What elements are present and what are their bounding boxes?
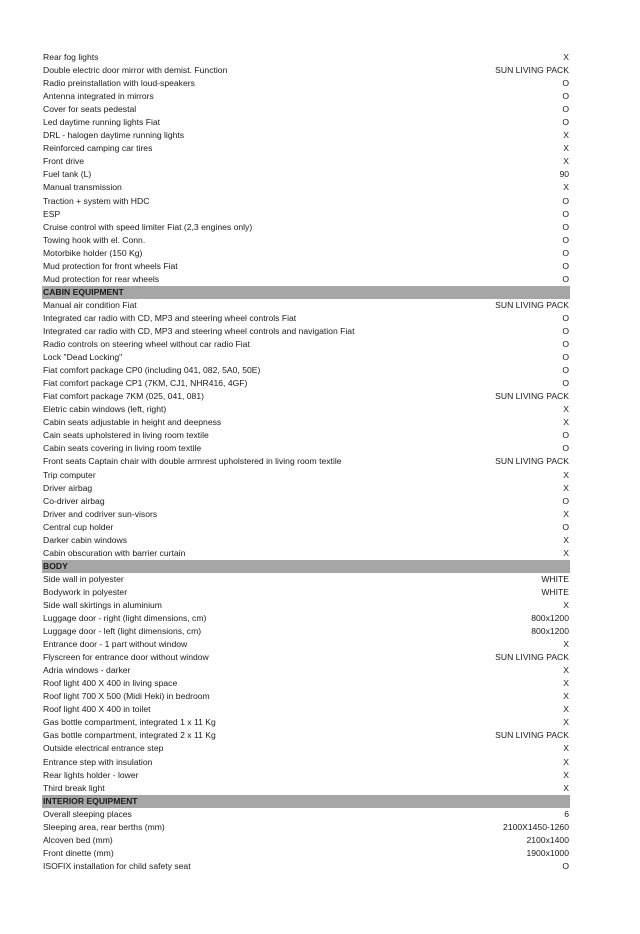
feature-label: Outside electrical entrance step xyxy=(43,743,164,754)
feature-label: Radio preinstallation with loud-speakers xyxy=(43,78,195,89)
table-row xyxy=(42,325,570,338)
feature-label: Lock "Dead Locking" xyxy=(43,352,123,363)
feature-value: X xyxy=(563,469,569,480)
table-row xyxy=(42,664,570,677)
feature-label: Traction + system with HDC xyxy=(43,195,150,206)
feature-label: Cruise control with speed limiter Fiat (2,3 engines only) xyxy=(43,221,253,232)
table-row xyxy=(42,90,570,103)
feature-label: Rear fog lights xyxy=(43,52,99,62)
table-row xyxy=(42,677,570,690)
feature-label: Cover for seats pedestal xyxy=(43,104,137,115)
feature-value: O xyxy=(562,860,569,871)
section-title: CABIN EQUIPMENT xyxy=(43,286,124,297)
feature-label: Bodywork in polyester xyxy=(43,586,128,597)
table-row xyxy=(42,247,570,260)
feature-value: 6 xyxy=(564,808,569,819)
table-row xyxy=(42,821,570,834)
table-row xyxy=(42,351,570,364)
feature-label: Fiat comfort package 7KM (025, 041, 081) xyxy=(43,391,204,402)
feature-label: Luggage door - left (light dimensions, cm) xyxy=(43,626,202,637)
table-row xyxy=(42,103,570,116)
table-row xyxy=(42,521,570,534)
feature-value: SUN LIVING PACK xyxy=(495,299,569,310)
table-row xyxy=(42,716,570,729)
table-row xyxy=(42,651,570,664)
table-row xyxy=(42,181,570,194)
feature-label: Fiat comfort package CP0 (including 041, 082, 5A0, 50E) xyxy=(43,365,261,376)
table-row xyxy=(42,312,570,325)
table-row xyxy=(42,834,570,847)
section-header xyxy=(42,795,570,808)
section-title: INTERIOR EQUIPMENT xyxy=(43,795,138,806)
feature-label: Driver and codriver sun-visors xyxy=(43,508,158,519)
feature-value: O xyxy=(562,273,569,284)
feature-value: O xyxy=(562,521,569,532)
feature-label: Driver airbag xyxy=(43,482,93,493)
table-row xyxy=(42,782,570,795)
equipment-table xyxy=(42,51,570,873)
feature-label: Entrance step with insulation xyxy=(43,756,153,767)
feature-label: Third break light xyxy=(43,782,105,793)
table-row xyxy=(42,612,570,625)
feature-value: SUN LIVING PACK xyxy=(495,456,569,467)
table-row xyxy=(42,260,570,273)
table-row xyxy=(42,129,570,142)
feature-label: Luggage door - right (light dimensions, cm) xyxy=(43,613,207,624)
feature-value: WHITE xyxy=(541,573,569,584)
feature-label: Mud protection for front wheels Fiat xyxy=(43,260,178,271)
feature-label: Cain seats upholstered in living room textile xyxy=(43,430,209,441)
table-row xyxy=(42,403,570,416)
table-row xyxy=(42,547,570,560)
feature-label: Side wall in polyester xyxy=(43,573,124,584)
feature-label: Co-driver airbag xyxy=(43,495,105,506)
table-row xyxy=(42,299,570,312)
table-row xyxy=(42,573,570,586)
table-row xyxy=(42,534,570,547)
feature-value: O xyxy=(562,443,569,454)
feature-value: O xyxy=(562,339,569,350)
feature-label: Entrance door - 1 part without window xyxy=(43,639,188,650)
feature-label: Fiat comfort package CP1 (7KM, CJ1, NHR416, 4GF) xyxy=(43,378,248,389)
table-row xyxy=(42,390,570,403)
feature-value: X xyxy=(563,756,569,767)
feature-value: O xyxy=(562,91,569,102)
feature-value: O xyxy=(562,104,569,115)
table-row xyxy=(42,338,570,351)
feature-value: O xyxy=(562,221,569,232)
feature-label: Front dinette (mm) xyxy=(43,847,114,858)
feature-label: Mud protection for rear wheels xyxy=(43,273,160,284)
feature-label: Cabin seats covering in living room textile xyxy=(43,443,202,454)
feature-label: Eletric cabin windows (left, right) xyxy=(43,404,167,415)
feature-label: Sleeping area, rear berths (mm) xyxy=(43,821,165,832)
feature-label: DRL - halogen daytime running lights xyxy=(43,130,185,141)
feature-label: Side wall skirtings in aluminium xyxy=(43,599,162,610)
feature-value: 2100x1400 xyxy=(526,834,569,845)
feature-label: Central cup holder xyxy=(43,521,114,532)
feature-label: Antenna integrated in mirrors xyxy=(43,91,154,102)
table-row xyxy=(42,429,570,442)
feature-label: Roof light 400 X 400 in living space xyxy=(43,678,178,689)
feature-value: 800x1200 xyxy=(531,613,569,624)
feature-label: Adria windows - darker xyxy=(43,665,131,676)
table-row xyxy=(42,690,570,703)
feature-label: Roof light 400 X 400 in toilet xyxy=(43,704,151,715)
feature-value: SUN LIVING PACK xyxy=(495,730,569,741)
table-row xyxy=(42,195,570,208)
feature-value: O xyxy=(562,378,569,389)
feature-label: Gas bottle compartment, integrated 2 x 11 Kg xyxy=(43,730,216,741)
feature-label: Led daytime running lights Fiat xyxy=(43,117,161,128)
feature-label: Darker cabin windows xyxy=(43,534,128,545)
feature-value: O xyxy=(562,260,569,271)
table-row xyxy=(42,116,570,129)
feature-label: Manual transmission xyxy=(43,182,122,193)
table-row xyxy=(42,508,570,521)
feature-label: Radio controls on steering wheel without car radio Fiat xyxy=(43,339,250,350)
feature-value: O xyxy=(562,117,569,128)
feature-value: X xyxy=(563,508,569,519)
table-row xyxy=(42,168,570,181)
feature-value: O xyxy=(562,208,569,219)
feature-label: Cabin obscuration with barrier curtain xyxy=(43,547,186,558)
table-row xyxy=(42,142,570,155)
table-row xyxy=(42,482,570,495)
feature-value: SUN LIVING PACK xyxy=(495,65,569,76)
feature-value: X xyxy=(563,130,569,141)
table-row xyxy=(42,756,570,769)
feature-label: Towing hook with el. Conn. xyxy=(43,234,146,245)
feature-value: X xyxy=(563,769,569,780)
feature-value: X xyxy=(563,665,569,676)
feature-value: WHITE xyxy=(541,586,569,597)
feature-label: Fuel tank (L) xyxy=(43,169,92,180)
feature-label: Motorbike holder (150 Kg) xyxy=(43,247,143,258)
table-row xyxy=(42,599,570,612)
table-row xyxy=(42,155,570,168)
feature-value: O xyxy=(562,195,569,206)
table-row xyxy=(42,51,570,64)
feature-label: Integrated car radio with CD, MP3 and steering wheel controls Fiat xyxy=(43,312,297,323)
feature-value: 90 xyxy=(559,169,569,180)
feature-value: X xyxy=(563,534,569,545)
table-row xyxy=(42,64,570,77)
table-row xyxy=(42,495,570,508)
table-row xyxy=(42,847,570,860)
feature-value: X xyxy=(563,639,569,650)
table-row xyxy=(42,625,570,638)
feature-value: X xyxy=(563,599,569,610)
feature-label: Cabin seats adjustable in height and deepness xyxy=(43,417,222,428)
feature-label: ISOFIX installation for child safety seat xyxy=(43,860,191,871)
table-row xyxy=(42,416,570,429)
table-row xyxy=(42,377,570,390)
feature-value: O xyxy=(562,78,569,89)
table-row xyxy=(42,638,570,651)
feature-value: X xyxy=(563,678,569,689)
feature-value: X xyxy=(563,156,569,167)
feature-value: O xyxy=(562,430,569,441)
feature-label: ESP xyxy=(43,208,61,219)
feature-label: Overall sleeping places xyxy=(43,808,132,819)
table-row xyxy=(42,586,570,599)
table-row xyxy=(42,234,570,247)
feature-label: Reinforced camping car tires xyxy=(43,143,153,154)
section-header xyxy=(42,286,570,299)
feature-label: Roof light 700 X 500 (Midi Heki) in bedroom xyxy=(43,691,210,702)
feature-value: SUN LIVING PACK xyxy=(495,391,569,402)
table-row xyxy=(42,769,570,782)
table-row xyxy=(42,860,570,873)
table-row xyxy=(42,729,570,742)
feature-value: O xyxy=(562,495,569,506)
feature-value: X xyxy=(563,704,569,715)
feature-label: Integrated car radio with CD, MP3 and steering wheel controls and navigation Fiat xyxy=(43,325,355,336)
feature-value: O xyxy=(562,325,569,336)
table-row xyxy=(42,208,570,221)
feature-value: X xyxy=(563,482,569,493)
table-row xyxy=(42,221,570,234)
feature-label: Front seats Captain chair with double armrest upholstered in living room textile xyxy=(43,456,342,467)
feature-value: X xyxy=(563,404,569,415)
feature-value: O xyxy=(562,312,569,323)
feature-value: X xyxy=(563,417,569,428)
table-row xyxy=(42,703,570,716)
feature-value: O xyxy=(562,234,569,245)
feature-label: Flyscreen for entrance door without window xyxy=(43,652,209,663)
table-row xyxy=(42,469,570,482)
feature-value: O xyxy=(562,365,569,376)
feature-value: X xyxy=(563,182,569,193)
feature-label: Trip computer xyxy=(43,469,96,480)
table-row xyxy=(42,455,570,468)
feature-value: O xyxy=(562,247,569,258)
feature-label: Double electric door mirror with demist. Function xyxy=(43,65,228,76)
feature-value: X xyxy=(563,743,569,754)
feature-label: Manual air condition Fiat xyxy=(43,299,137,310)
feature-label: Front drive xyxy=(43,156,85,167)
feature-label: Gas bottle compartment, integrated 1 x 11 Kg xyxy=(43,717,216,728)
table-row xyxy=(42,442,570,455)
feature-value: X xyxy=(563,691,569,702)
feature-value: X xyxy=(563,143,569,154)
feature-value: X xyxy=(563,717,569,728)
feature-label: Rear lights holder - lower xyxy=(43,769,139,780)
feature-value: X xyxy=(563,547,569,558)
table-row xyxy=(42,742,570,755)
section-title: BODY xyxy=(43,560,68,571)
feature-value: 800x1200 xyxy=(531,626,569,637)
feature-value: O xyxy=(562,352,569,363)
feature-label: Alcoven bed (mm) xyxy=(43,834,113,845)
feature-value: X xyxy=(563,782,569,793)
section-header xyxy=(42,560,570,573)
feature-value: 2100X1450-1260 xyxy=(503,821,569,832)
feature-value: X xyxy=(563,52,569,62)
feature-value: SUN LIVING PACK xyxy=(495,652,569,663)
table-row xyxy=(42,808,570,821)
table-row xyxy=(42,77,570,90)
table-row xyxy=(42,273,570,286)
table-row xyxy=(42,364,570,377)
feature-value: 1900x1000 xyxy=(526,847,569,858)
